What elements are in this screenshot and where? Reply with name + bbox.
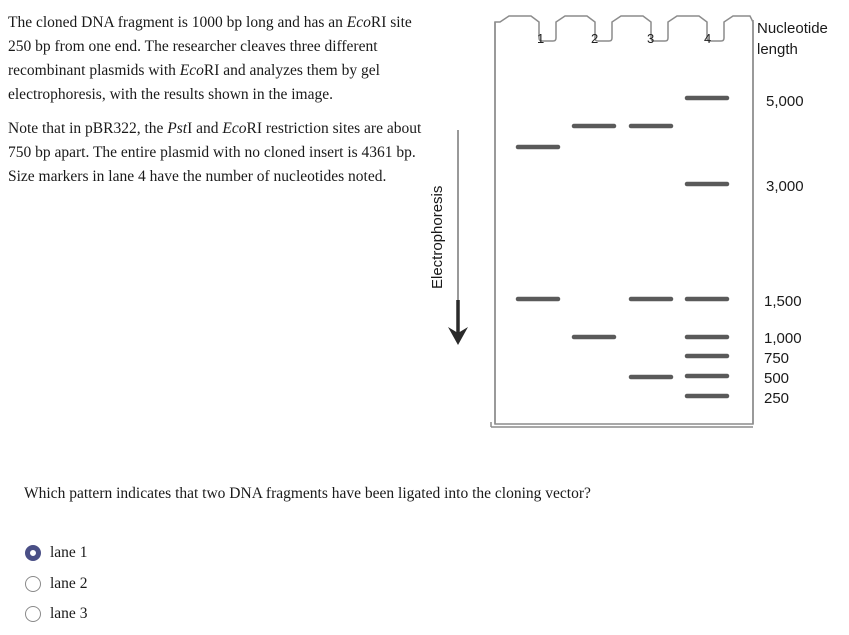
option-lane-3[interactable] bbox=[25, 599, 87, 630]
nucleotide-length-header-line2: length bbox=[757, 41, 798, 58]
lane-label-2: 2 bbox=[591, 31, 599, 46]
gel-outline bbox=[495, 16, 753, 424]
intro-italic: Eco bbox=[222, 120, 247, 137]
question-intro-paragraph-2 bbox=[8, 117, 428, 189]
option-lane-1[interactable] bbox=[25, 538, 87, 569]
intro-text: I and bbox=[187, 120, 223, 137]
marker-label-5000: 5,000 bbox=[766, 93, 804, 110]
intro-italic: Eco bbox=[346, 14, 371, 31]
gel-electrophoresis-figure bbox=[425, 0, 849, 440]
option-label: lane 1 bbox=[50, 544, 88, 562]
marker-label-1500: 1,500 bbox=[764, 293, 802, 310]
option-lane-2[interactable] bbox=[25, 569, 87, 600]
intro-text: RI and analyzes them by gel electrophoresis, with the results shown in the image. bbox=[8, 62, 380, 103]
marker-label-3000: 3,000 bbox=[766, 178, 804, 195]
electrophoresis-arrow bbox=[448, 130, 468, 345]
option-label: lane 2 bbox=[50, 574, 88, 592]
marker-label-1000: 1,000 bbox=[764, 330, 802, 347]
gel-diagram bbox=[425, 0, 849, 440]
intro-text: Note that in pBR322, the bbox=[8, 120, 168, 137]
electrophoresis-label: Electrophoresis bbox=[429, 185, 446, 289]
lane-label-3: 3 bbox=[647, 31, 655, 46]
lane-label-1: 1 bbox=[537, 31, 545, 46]
marker-label-750: 750 bbox=[764, 350, 790, 367]
marker-label-250: 250 bbox=[764, 390, 790, 407]
intro-italic: Pst bbox=[167, 120, 188, 137]
intro-text: The cloned DNA fragment is 1000 bp long and has an bbox=[8, 14, 347, 31]
intro-italic: Eco bbox=[179, 62, 204, 79]
marker-label-500: 500 bbox=[764, 370, 790, 387]
radio-button[interactable] bbox=[25, 576, 41, 592]
option-label: lane 3 bbox=[50, 605, 88, 623]
intro-text: RI site 250 bp from one end. The researcher cleaves three different recombinant plasmids with bbox=[8, 14, 412, 79]
intro-text: RI restriction sites are about 750 bp apart. The entire plasmid with no cloned insert is 4361 bp. Size markers in lane 4 have the number of nucleotides noted. bbox=[8, 120, 422, 185]
lane-label-4: 4 bbox=[704, 31, 712, 46]
question-intro-paragraph-1 bbox=[8, 11, 428, 107]
radio-button[interactable] bbox=[25, 606, 41, 622]
nucleotide-length-header-line1: Nucleotide bbox=[757, 20, 828, 37]
answer-options bbox=[25, 538, 87, 630]
question-prompt: Which pattern indicates that two DNA fragments have been ligated into the cloning vector? bbox=[24, 485, 591, 502]
radio-button-selected[interactable] bbox=[25, 545, 41, 561]
